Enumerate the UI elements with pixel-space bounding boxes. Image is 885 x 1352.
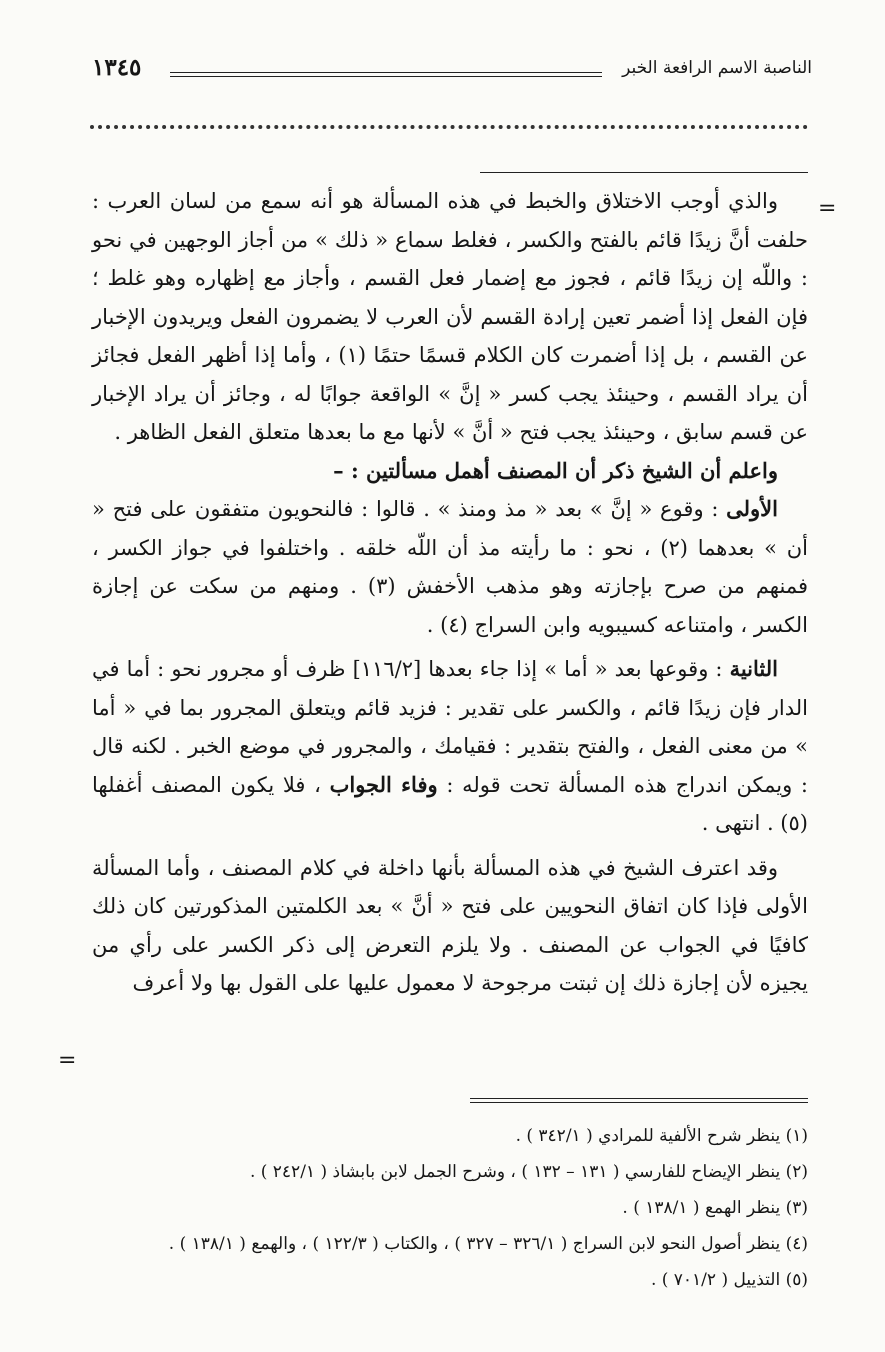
- footnotes: [80, 1118, 808, 1298]
- continuation-marker-bottom: =: [58, 1048, 77, 1073]
- footnote-rule: [470, 1098, 808, 1103]
- paragraph-1: والذي أوجب الاختلاق والخبط في هذه المسألة هو أنه سمع من لسان العرب : حلفت أنَّ زيدًا قائم بالفتح والكسر ، فغلط سماع « ذلك » من أجاز الوجهين في نحو : واللّه إن زيدًا قائم ، فجوز مع إضمار فعل القسم ، وأجاز مع إظهاره وهو غلط ؛ فإن الفعل إذا أضمر تعين إرادة القسم لأن العرب لا يضمرون الفعل ويريدون الإخبار عن القسم ، بل إذا أضمرت كان الكلام قسمًا حتمًا (١) ، وأما إذا أظهر الفعل فجائز أن يراد القسم ، وحينئذ يجب كسر « إنَّ » الواقعة جوابًا له ، وجائز أن يراد الإخبار عن قسم سابق ، وحينئذ يجب فتح « أنَّ » لأنها مع ما بعدها متعلق الفعل الظاهر .: [92, 189, 808, 444]
- paragraph-4-lead: الثانية: [729, 656, 778, 681]
- page-number: ١٣٤٥: [92, 54, 142, 81]
- paragraph-3-text: : وقوع « إنَّ » بعد « مذ ومنذ » . قالوا : فالنحويون متفقون على فتح « أن » بعدهما (٢) ، نحو : ما رأيته مذ أن اللّه خلقه . واختلفوا في جواز الكسر ، فمنهم من صرح بإجازته وهو مذهب الأخفش (٣) . ومنهم من سكت عن إجازة الكسر ، وامتناعه كسيبويه وابن السراج (٤) .: [92, 497, 809, 637]
- paragraph-4-bold: وفاء الجواب: [329, 771, 438, 797]
- continuation-marker-top: =: [818, 196, 837, 221]
- page-header: [92, 54, 812, 94]
- footnote-3: (٣) ينظر الهمع ( ١٣٨/١ ) .: [622, 1198, 808, 1218]
- footnote-2: (٢) ينظر الإيضاح للفارسي ( ١٣١ – ١٣٢ ) ، وشرح الجمل لابن بابشاذ ( ٢٤٢/١ ) .: [249, 1162, 808, 1182]
- separator-rule: [480, 172, 808, 173]
- paragraph-3-lead: الأولى: [726, 496, 778, 521]
- paragraph-5: وقد اعترف الشيخ في هذه المسألة بأنها داخلة في كلام المصنف ، وأما المسألة الأولى فإذا كان اتفاق النحويين على فتح « أنَّ » بعد الكلمتين المذكورتين كان ذلك كافيًا في الجواب عن المصنف . ولا يلزم التعرض إلى ذكر الكسر على رأي من يجيزه لأن إجازة ذلك إن ثبتت مرجوحة لا معمول عليها على القول بها ولا أعرف: [92, 855, 808, 995]
- paragraph-2: واعلم أن الشيخ ذكر أن المصنف أهمل مسألتين : –: [333, 457, 778, 483]
- footnote-4: (٤) ينظر أصول النحو لابن السراج ( ٣٢٦/١ – ٣٢٧ ) ، والكتاب ( ١٢٢/٣ ) ، والهمع ( ١٣٨/١ ) .: [168, 1234, 808, 1254]
- running-title: الناصبة الاسم الرافعة الخبر: [622, 58, 812, 78]
- footnote-1: (١) ينظر شرح الألفية للمرادي ( ٣٤٢/١ ) .: [515, 1126, 808, 1146]
- header-rule: [170, 72, 602, 77]
- paragraph-3: [92, 490, 808, 644]
- paragraph-4-text-a: : وقوعها بعد « أما » إذا جاء بعدها [١١٦/٢] ظرف أو مجرور نحو : أما في الدار فإن زيدًا قائم ، والكسر على تقدير : فزيد قائم ويتعلق المجرور بما في « أما » من معنى الفعل ، والفتح بتقدير : فقيامك ، والمجرور في موضع الخبر . لكنه قال : ويمكن اندراج هذه المسألة تحت قوله :: [92, 657, 808, 797]
- main-text: [92, 182, 808, 1003]
- paragraph-4: [92, 650, 808, 843]
- footnote-5: (٥) التذييل ( ٧٠١/٢ ) .: [650, 1270, 808, 1290]
- dotted-separator: [90, 125, 808, 129]
- paragraph-4-text-b: ، فلا يكون المصنف أغفلها (٥) . انتهى .: [92, 772, 808, 835]
